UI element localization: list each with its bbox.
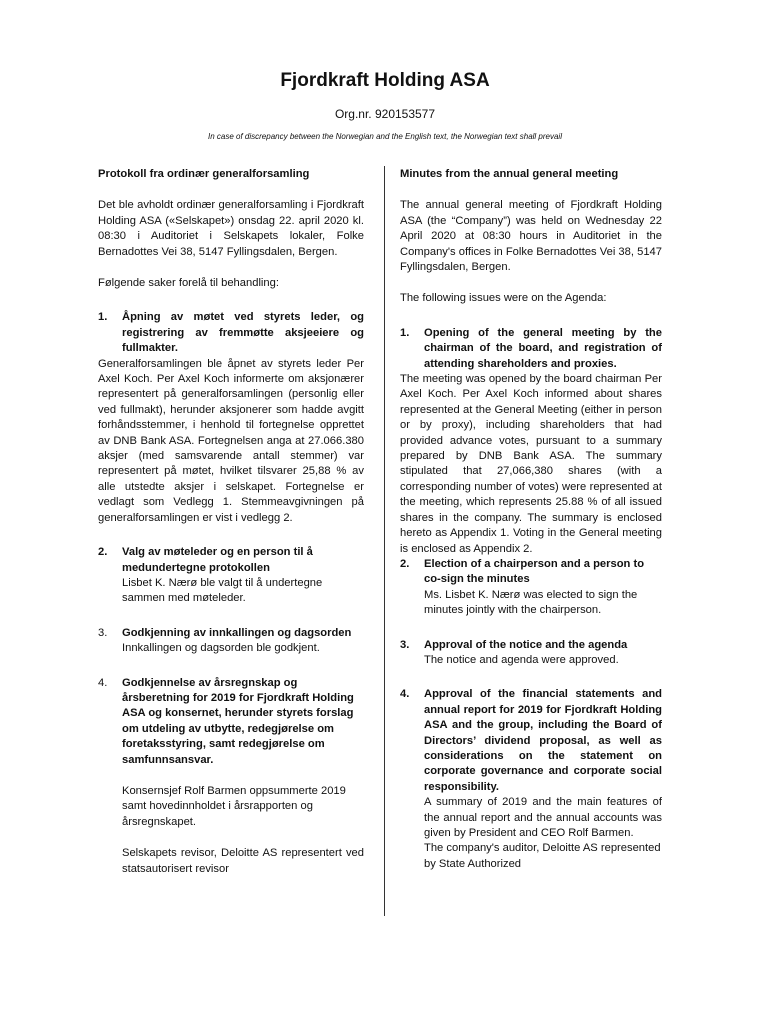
item-number: 4. — [98, 676, 108, 689]
norwegian-column — [98, 167, 364, 877]
english-agenda-item-2 — [400, 557, 662, 619]
org-number: Org.nr. 920153577 — [334, 107, 436, 121]
norwegian-agenda-item-2 — [98, 545, 364, 607]
english-intro: The annual general meeting of Fjordkraft Holding ASA (the “Company”) was held on Wednesday 22 April 2020 at 08:30 hours in Auditoriet in the Company's offices in Folke Bernadottes Vei 38, 5147 Fyllingsdalen, Bergen. — [400, 199, 662, 274]
item-body: The notice and agenda were approved. — [424, 653, 619, 666]
english-agenda-item-3 — [400, 638, 662, 669]
item-number: 3. — [98, 626, 108, 639]
item-number: 2. — [98, 546, 108, 559]
item-body-continued: The company's auditor, Deloitte AS represented by State Authorized — [424, 842, 661, 870]
norwegian-agenda-intro: Følgende saker forelå til behandling: — [98, 277, 279, 290]
item-title: Election of a chairperson and a person to co-sign the minutes — [424, 557, 645, 586]
item-body: Konsernsjef Rolf Barmen oppsummerte 2019 samt hovedinnholdet i årsrapporten og årsregnskapet. — [122, 784, 346, 828]
item-body: Ms. Lisbet K. Nærø was elected to sign the minutes jointly with the chairperson. — [424, 588, 638, 617]
item-body: Generalforsamlingen ble åpnet av styrets leder Per Axel Koch. Per Axel Koch informerte om aksjonærer representert på generalforsamlingen (personlig eller ved fullmakt), herunder aksjonerer som hadde avgitt forhåndsstemmer, i henhold til fortegnelse opprettet av DNB Bank ASA. Fortegnelsen anga at 27.066.380 aksjer (med samsvarende antall stemmer) var representert på møtet, hvilket tilsvarer 25,88 % av alle utstedte aksjer i selskapet. Fortegnelse er vedlagt som Vedlegg 1. Stemmeavgivningen på generalforsamlingen er vist i vedlegg 2. — [98, 357, 364, 524]
column-divider — [384, 166, 385, 916]
item-number: 4. — [400, 688, 410, 701]
norwegian-agenda-item-3 — [98, 626, 364, 657]
item-number: 1. — [98, 311, 108, 324]
language-disclaimer: In case of discrepancy between the Norwegian and the English text, the Norwegian text shall prevail — [208, 132, 562, 141]
english-column — [400, 167, 662, 872]
item-body: A summary of 2019 and the main features of the annual report and the annual accounts was given by President and CEO Rolf Barmen. — [424, 796, 662, 840]
item-title: Godkjennelse av årsregnskap og årsberetning for 2019 for Fjordkraft Holding ASA og konsernet, herunder styrets forslag om utdeling av utbytte, redegjørelse om foretaksstyring, samt redegjørelse om samfunnsansvar. — [122, 676, 354, 766]
item-title: Approval of the notice and the agenda — [424, 638, 628, 651]
item-title: Approval of the financial statements and annual report for 2019 for Fjordkraft Holding ASA and the group, including the Board of Directors’ dividend proposal, as well as considerations on the statement on corporate governance and corporate social responsibility. — [424, 688, 662, 793]
item-body: The meeting was opened by the board chairman Per Axel Koch. Per Axel Koch informed about shares represented at the General Meeting (either in person or by proxy), including shareholders that had provided advance votes, pursuant to a summary prepared by DNB Bank ASA. The summary stipulated that 27,066,380 shares (with a corresponding number of votes) were represented at the meeting, which represents 25.88 % of all issued shares in the company. The summary is enclosed hereto as Appendix 1. Voting in the General meeting is enclosed as Appendix 2. — [400, 373, 662, 555]
item-title: Åpning av møtet ved styrets leder, og registrering av fremmøtte aksjeeiere og fullmakter. — [122, 311, 364, 355]
item-body: Innkallingen og dagsorden ble godkjent. — [122, 642, 320, 655]
english-agenda-item-4 — [400, 687, 662, 872]
item-body-continued: Selskapets revisor, Deloitte AS representert ved statsautorisert revisor — [122, 847, 364, 875]
item-title: Opening of the general meeting by the chairman of the board, and registration of attending shareholders and proxies. — [424, 326, 662, 370]
english-agenda-item-1 — [400, 326, 662, 372]
item-number: 2. — [400, 557, 410, 570]
norwegian-agenda-item-1 — [98, 310, 364, 356]
norwegian-intro: Det ble avholdt ordinær generalforsamling i Fjordkraft Holding ASA («Selskapet») onsdag 22. april 2020 kl. 08:30 i Auditoriet i Selskapets lokaler, Folke Bernadottes Vei 38, 5147 Fyllingsdalen, Bergen. — [98, 199, 364, 258]
english-agenda-intro: The following issues were on the Agenda: — [400, 292, 607, 305]
item-body: Lisbet K. Nærø ble valgt til å undertegne sammen med møteleder. — [122, 576, 323, 605]
document-title: Fjordkraft Holding ASA — [280, 70, 490, 91]
item-number: 1. — [400, 326, 410, 339]
norwegian-agenda-item-4 — [98, 676, 364, 877]
english-heading: Minutes from the annual general meeting — [400, 168, 619, 180]
item-title: Valg av møteleder og en person til å medundertegne protokollen — [122, 546, 313, 574]
norwegian-heading: Protokoll fra ordinær generalforsamling — [98, 168, 310, 180]
item-number: 3. — [400, 638, 410, 651]
item-title: Godkjenning av innkallingen og dagsorden — [122, 626, 352, 639]
